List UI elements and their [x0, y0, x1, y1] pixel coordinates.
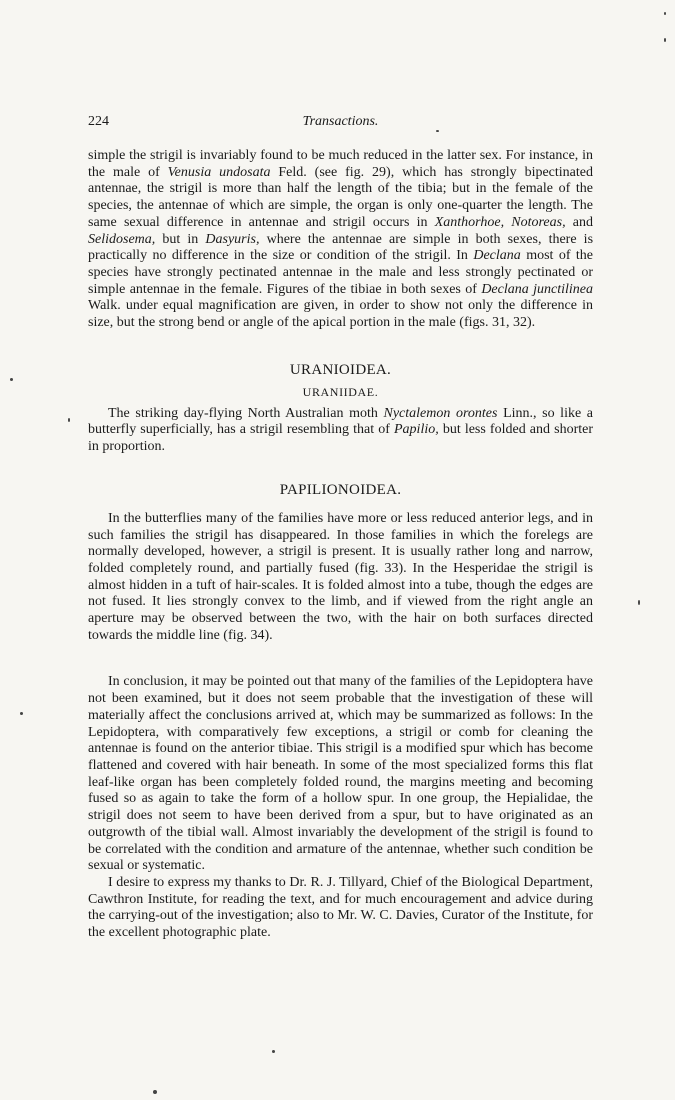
scan-speck [153, 1090, 157, 1094]
running-title: Transactions. [302, 114, 379, 129]
paragraph-uraniidae: The striking day-flying North Australian moth Nyctalemon orontes Linn., so like a butterfly superficially, has a strigil resembling that of Papilio, but less folded and shorter in proportion. [88, 405, 593, 455]
scan-speck [10, 378, 13, 381]
scan-speck [664, 38, 666, 42]
page-header [88, 110, 593, 134]
paragraph-conclusion: In conclusion, it may be pointed out that many of the families of the Lepidoptera have not been examined, but it does not seem probable that the investigation of these will materially affect the conclusions arrived at, which may be summarized as follows: In the Lepidoptera, with comparatively few exceptions, a strigil or comb for cleaning the antennae is found on the anterior tibiae. This strigil is a modified spur which has become flattened and covered with hair beneath. In some of the most specialized forms this flat leaf-like organ has been completely folded round, the margins meeting and becoming fused so as again to take the form of a hollow spur. In one group, the Hepialidae, the strigil does not seem to have been derived from a spur, but to have originated as an outgrowth of the tibial wall. Almost invariably the development of the strigil is found to be correlated with the condition and armature of the antennae, whether such condition be sexual or systematic. [88, 674, 593, 874]
scan-speck [272, 1050, 275, 1053]
paragraph-papilionoidea: In the butterflies many of the families have more or less reduced anterior legs, and in such families the strigil has disappeared. In those families in which the forelegs are normally developed, however, a strigil is present. It is usually rather long and narrow, folded completely round, and partially fused (fig. 33). In the Hesperidae the strigil is almost hidden in a tuft of hair-scales. It is folded almost into a tube, though the edges are not fused. It lies strongly convex to the limb, and if viewed from the right angle an aperture may be observed between the two, with the hair on both surfaces directed towards the middle line (fig. 34). [88, 510, 593, 643]
paragraph-acknowledgement: I desire to express my thanks to Dr. R. J. Tillyard, Chief of the Biological Department, Cawthron Institute, for reading the text, and for much encouragement and advice during the carrying-out of the investigation; also to Mr. W. C. Davies, Curator of the Institute, for the excellent photographic plate. [88, 874, 593, 941]
scan-speck [664, 12, 666, 15]
scan-speck [436, 130, 439, 132]
page-content [88, 110, 593, 942]
page-number: 224 [88, 114, 109, 129]
section-heading-papilionoidea: PAPILIONOIDEA. [279, 481, 402, 498]
scan-speck [68, 418, 70, 422]
family-heading-uraniidae: URANIIDAE. [302, 384, 379, 399]
scan-speck [20, 712, 23, 715]
scan-speck [638, 600, 640, 605]
section-heading-uranioidea: URANIOIDEA. [289, 361, 392, 378]
paragraph-sexual-difference: simple the strigil is invariably found to be much reduced in the latter sex. For instance, in the male of Venusia undosata Feld. (see fig. 29), which has strongly bipectinated antennae, the strigil is more than half the length of the tibia; but in the female of the species, the antennae of which are simple, the organ is only one-quarter the length. The same sexual difference in antennae and strigil occurs in Xanthorhoe, Notoreas, and Selidosema, but in Dasyuris, where the antennae are simple in both sexes, there is practically no difference in the size or condition of the strigil. In Declana most of the species have strongly pectinated antennae in the male and less strongly pectinated or simple antennae in the female. Figures of the tibiae in both sexes of Declana junctilinea Walk. under equal magnification are given, in order to show not only the difference in size, but the strong bend or angle of the apical portion in the male (figs. 31, 32). [88, 148, 594, 331]
